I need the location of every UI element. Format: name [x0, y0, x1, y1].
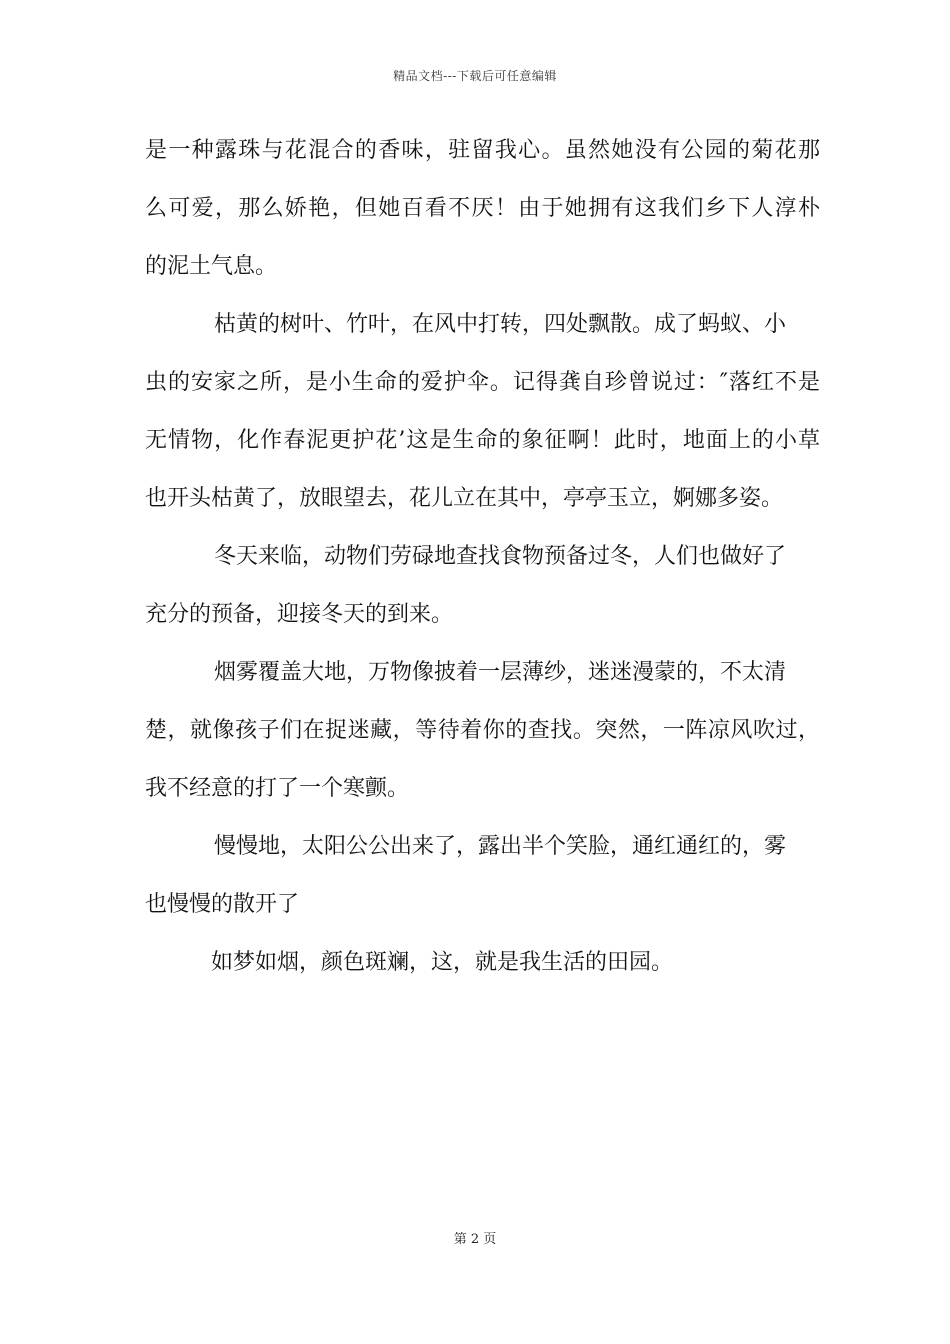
paragraph-line: 我不经意的打了一个寒颤。 — [145, 776, 410, 801]
body-text — [145, 130, 820, 1000]
paragraph-line: 的泥土气息。 — [145, 254, 278, 279]
paragraph-line: 也慢慢的散开了 — [145, 892, 300, 917]
paragraph-line: 是一种露珠与花混合的香味，驻留我心。虽然她没有公园的菊花那 — [145, 138, 820, 163]
paragraph-line: 无情物，化作春泥更护花’这是生命的象征啊！此时，地面上的小草 — [145, 428, 820, 453]
paragraph-line: 虫的安家之所，是小生命的爱护伞。记得龚自珍曾说过：″落红不是 — [145, 370, 820, 395]
paragraph-first-line: 如梦如烟，颜色斑斓，这，就是我生活的田园。 — [211, 950, 674, 975]
paragraph-first-line: 烟雾覆盖大地，万物像披着一层薄纱，迷迷漫蒙的，不太清 — [214, 660, 787, 685]
page-header: 精品文档---下载后可任意编辑 — [393, 69, 557, 83]
paragraph-line: 么可爱，那么娇艳，但她百看不厌！由于她拥有这我们乡下人淳朴 — [145, 196, 820, 221]
paragraph-first-line: 枯黄的树叶、竹叶，在风中打转，四处飘散。成了蚂蚁、小 — [214, 312, 787, 337]
paragraph-first-line: 慢慢地，太阳公公出来了，露出半个笑脸，通红通红的，雾 — [214, 834, 787, 859]
paragraph-first-line: 冬天来临，动物们劳碌地查找食物预备过冬，人们也做好了 — [214, 544, 787, 569]
paragraph-line: 充分的预备，迎接冬天的到来。 — [145, 602, 454, 627]
paragraph-line: 也开头枯黄了，放眼望去，花儿立在其中，亭亭玉立，婀娜多姿。 — [145, 486, 784, 511]
page-number: 第 2 页 — [453, 1232, 497, 1247]
paragraph-line: 楚，就像孩子们在捉迷藏，等待着你的查找。突然，一阵凉风吹过， — [145, 718, 820, 743]
